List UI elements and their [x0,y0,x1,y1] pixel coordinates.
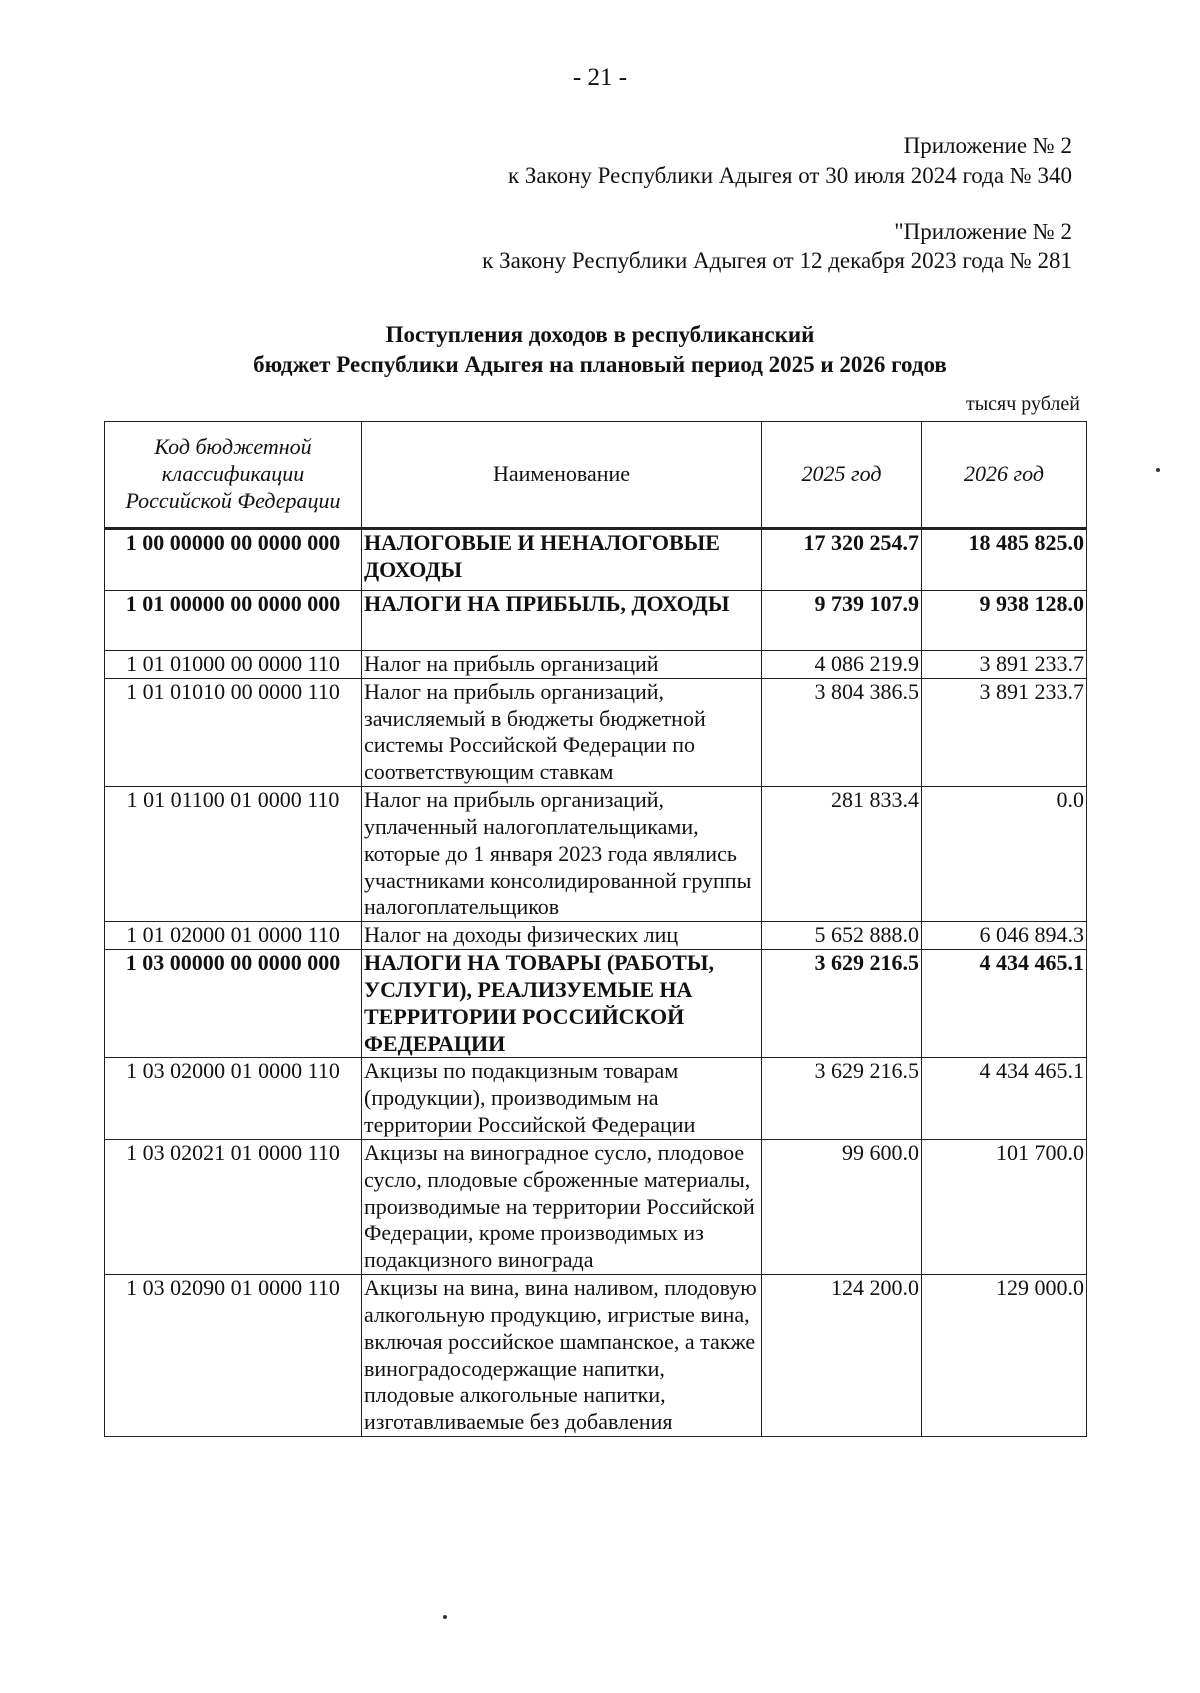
header-2025: 2025 год [762,422,922,529]
row-value-2026: 129 000.0 [922,1275,1087,1437]
row-value-2026: 18 485 825.0 [922,529,1087,591]
appendix-line: Приложение № 2 [903,133,1072,158]
header-code: Код бюджетной классификации Российской Федерации [105,422,362,529]
row-name: Акцизы на вина, вина наливом, плодовую алкогольную продукцию, игристые вина, включая российское шампанское, а также виноградосодержащие напитки, плодовые алкогольные напитки, изготавливаемые без добавления [362,1275,762,1437]
row-value-2026: 9 938 128.0 [922,591,1087,651]
row-code: 1 01 01100 01 0000 110 [105,787,362,922]
row-name: Акцизы по подакцизным товарам (продукции), производимым на территории Российской Федерации [362,1058,762,1139]
page-number: - 21 - [572,64,628,91]
table-row [105,591,1087,651]
row-value-2025: 124 200.0 [762,1275,922,1437]
row-value-2025: 99 600.0 [762,1139,922,1274]
scan-speck [1156,468,1160,472]
row-value-2025: 281 833.4 [762,787,922,922]
units-label: тысяч рублей [965,393,1080,415]
document-title: Поступления доходов в республиканский [385,322,815,347]
row-code: 1 03 02000 01 0000 110 [105,1058,362,1139]
row-name: НАЛОГИ НА ТОВАРЫ (РАБОТЫ, УСЛУГИ), РЕАЛИЗУЕМЫЕ НА ТЕРРИТОРИИ РОССИЙСКОЙ ФЕДЕРАЦИИ [362,950,762,1058]
row-value-2026: 3 891 233.7 [922,678,1087,786]
table-row [105,1139,1087,1274]
row-value-2025: 9 739 107.9 [762,591,922,651]
row-value-2025: 5 652 888.0 [762,922,922,950]
row-code: 1 01 01000 00 0000 110 [105,651,362,679]
row-name: Акцизы на виноградное сусло, плодовое сусло, плодовые сброженные материалы, производимые на территории Российской Федерации, кроме производимых из подакцизного винограда [362,1139,762,1274]
table-row [105,529,1087,591]
table-row [105,651,1087,679]
row-code: 1 01 02000 01 0000 110 [105,922,362,950]
appendix-law-reference-original: к Закону Республики Адыгея от 12 декабря 2023 года № 281 [482,248,1072,273]
table-row [105,950,1087,1058]
appendix-law-reference: к Закону Республики Адыгея от 30 июля 2024 года № 340 [507,163,1072,188]
row-name: Налог на прибыль организаций [362,651,762,679]
row-code: 1 03 00000 00 0000 000 [105,950,362,1058]
row-value-2025: 3 804 386.5 [762,678,922,786]
scan-speck [443,1615,447,1619]
row-value-2025: 3 629 216.5 [762,950,922,1058]
row-value-2026: 4 434 465.1 [922,950,1087,1058]
row-code: 1 00 00000 00 0000 000 [105,529,362,591]
row-value-2026: 101 700.0 [922,1139,1087,1274]
table-header-row [105,422,1087,529]
table-row [105,787,1087,922]
appendix-line-original: "Приложение № 2 [894,219,1072,244]
row-value-2026: 0.0 [922,787,1087,922]
document-subtitle: бюджет Республики Адыгея на плановый период 2025 и 2026 годов [253,352,947,377]
row-code: 1 01 00000 00 0000 000 [105,591,362,651]
row-code: 1 01 01010 00 0000 110 [105,678,362,786]
row-name: Налог на прибыль организаций, уплаченный налогоплательщиками, которые до 1 января 2023 года являлись участниками консолидированной группы налогоплательщиков [362,787,762,922]
table-row [105,678,1087,786]
table-row [105,1058,1087,1139]
row-value-2025: 4 086 219.9 [762,651,922,679]
table-row [105,1275,1087,1437]
header-name: Наименование [362,422,762,529]
row-name: НАЛОГОВЫЕ И НЕНАЛОГОВЫЕ ДОХОДЫ [362,529,762,591]
row-value-2026: 4 434 465.1 [922,1058,1087,1139]
row-name: Налог на доходы физических лиц [362,922,762,950]
row-name: Налог на прибыль организаций, зачисляемый в бюджеты бюджетной системы Российской Федерации по соответствующим ставкам [362,678,762,786]
row-name: НАЛОГИ НА ПРИБЫЛЬ, ДОХОДЫ [362,591,762,651]
row-value-2025: 3 629 216.5 [762,1058,922,1139]
table-row [105,922,1087,950]
row-code: 1 03 02090 01 0000 110 [105,1275,362,1437]
row-value-2026: 3 891 233.7 [922,651,1087,679]
row-value-2025: 17 320 254.7 [762,529,922,591]
revenue-table [104,421,1087,1437]
row-code: 1 03 02021 01 0000 110 [105,1139,362,1274]
header-2026: 2026 год [922,422,1087,529]
row-value-2026: 6 046 894.3 [922,922,1087,950]
